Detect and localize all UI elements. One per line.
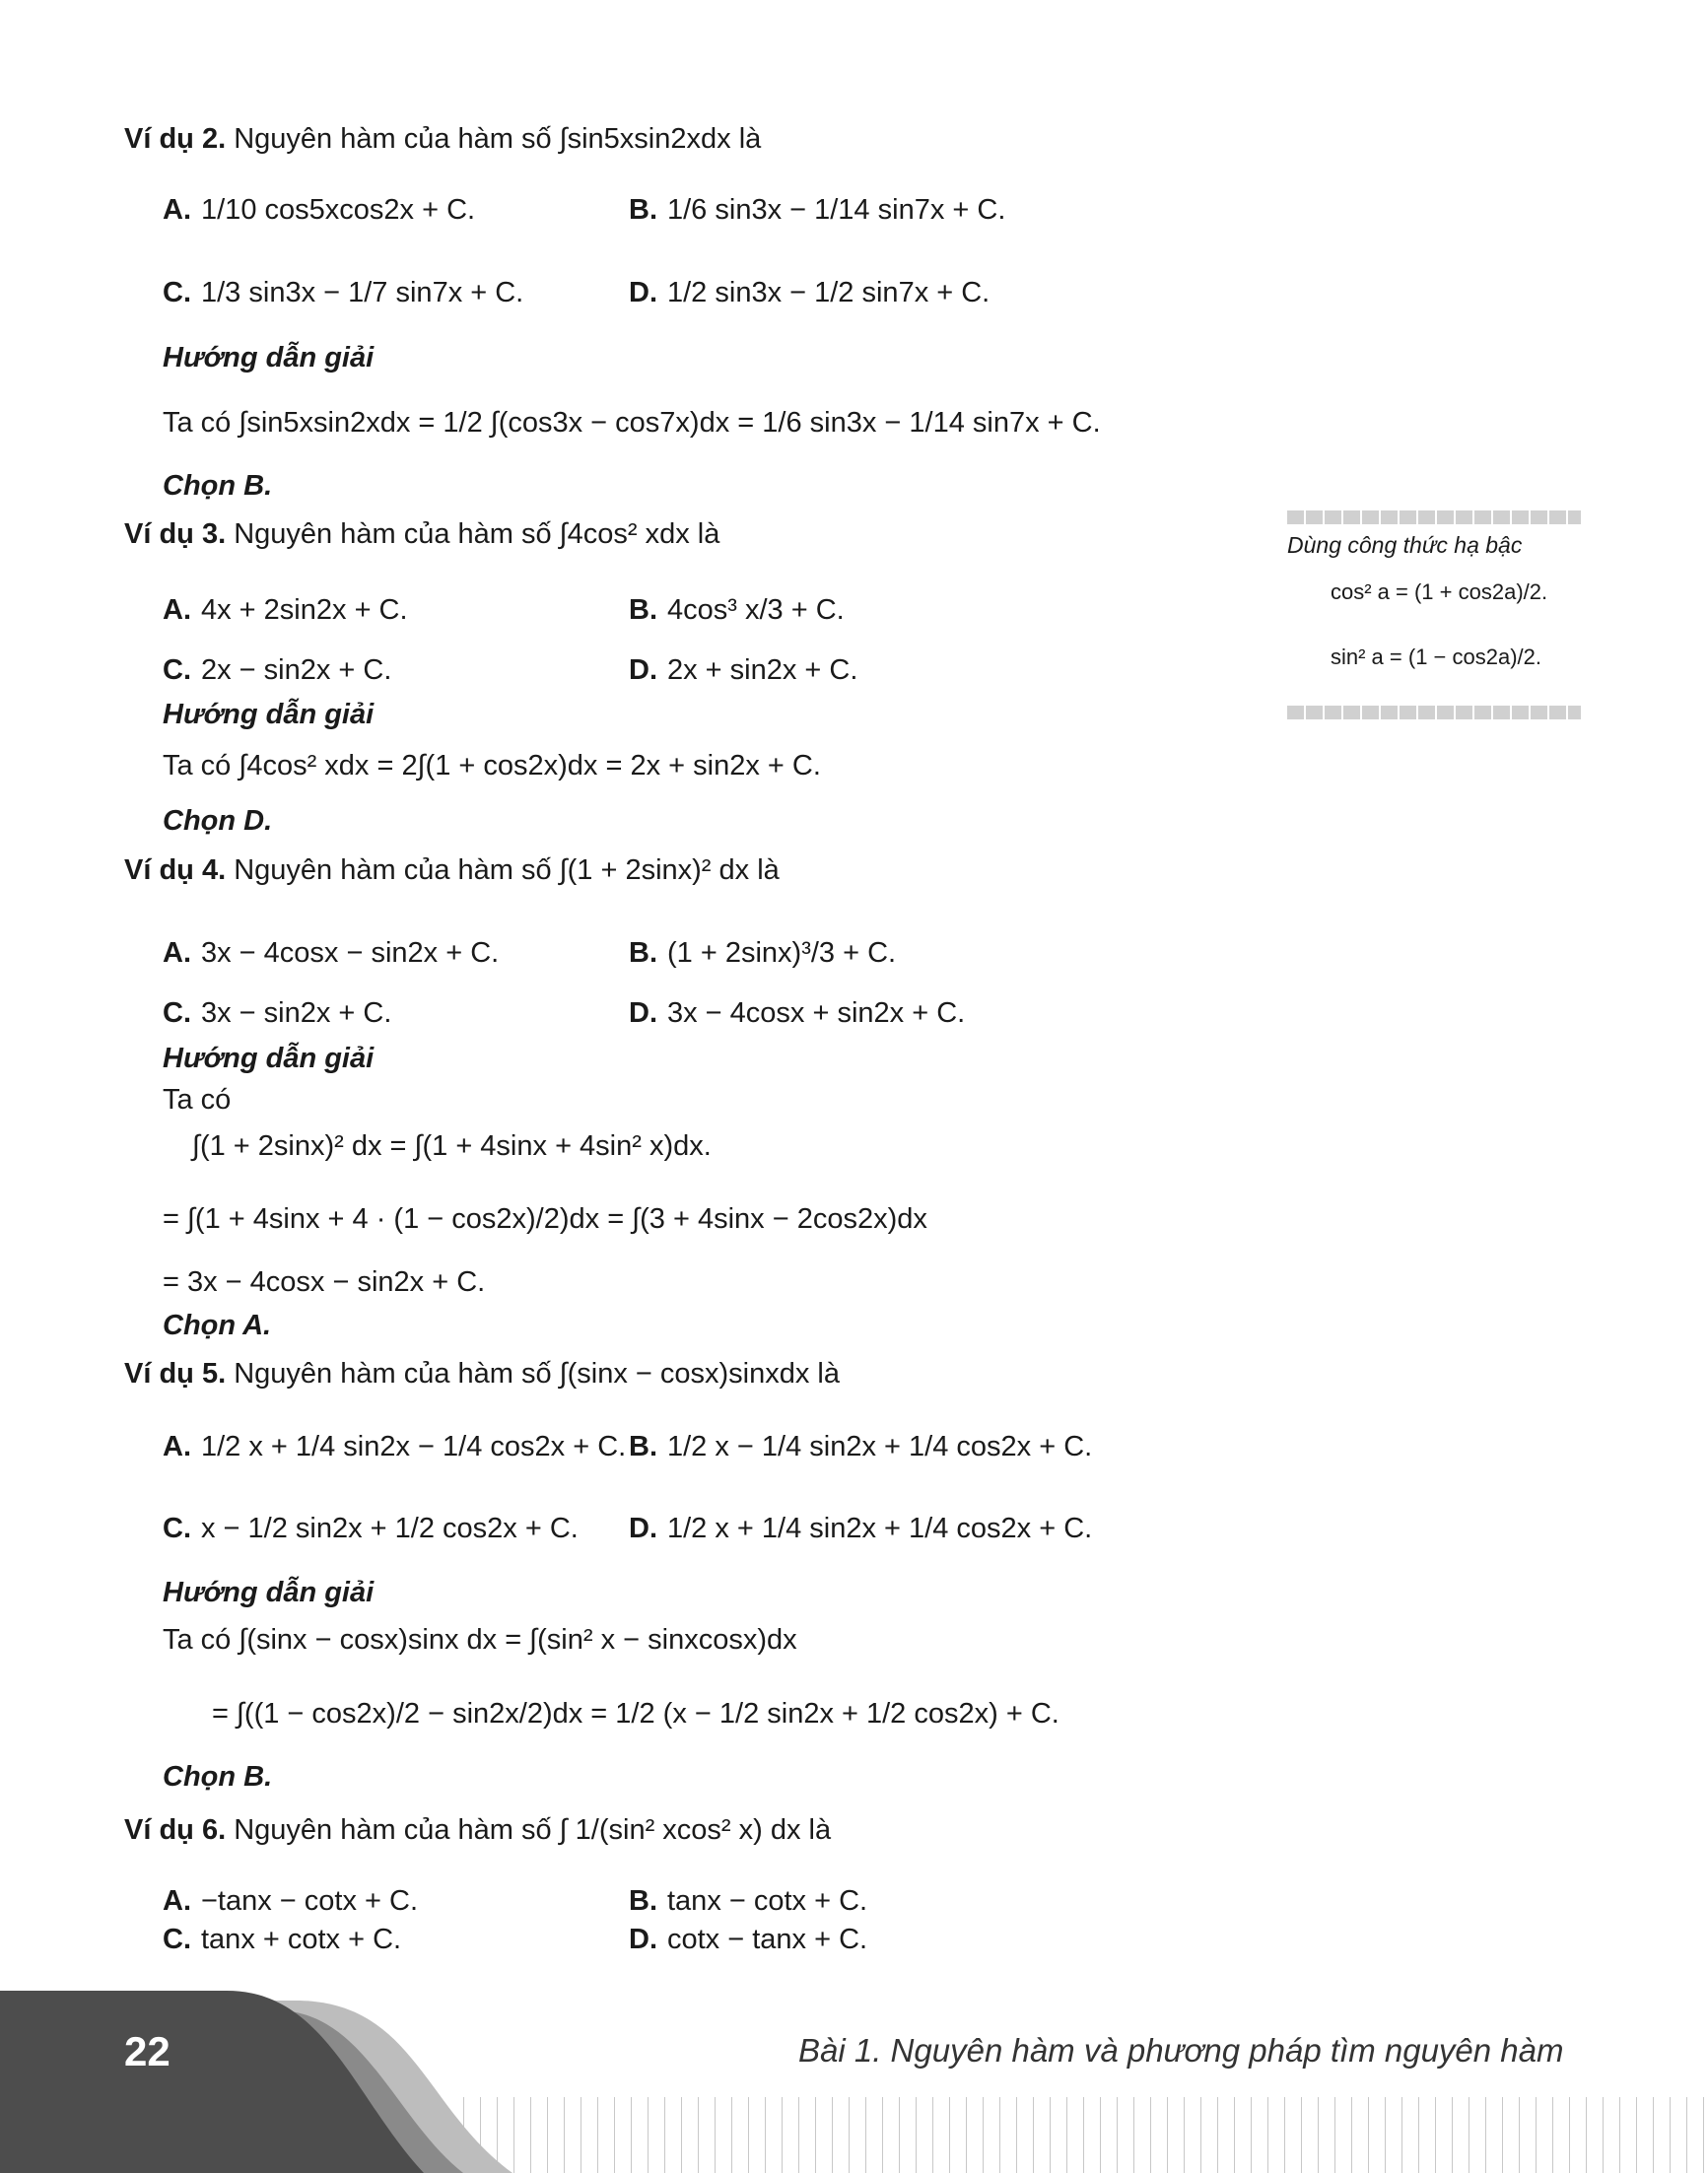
option-a: A. 3x − 4cosx − sin2x + C. — [163, 937, 500, 969]
example-label: Ví dụ 4. — [124, 854, 227, 886]
option-a: A. 4x + 2sin2x + C. — [163, 594, 408, 626]
solution-heading: Hướng dẫn giải — [163, 699, 375, 730]
example-text: Nguyên hàm của hàm số ∫(1 + 2sinx)² dx là — [234, 854, 780, 886]
option-b: B. tanx − cotx + C. — [629, 1885, 868, 1917]
footer-title: Bài 1. Nguyên hàm và phương pháp tìm nguyên hàm — [798, 2032, 1564, 2069]
answer-line: Chọn A. — [163, 1310, 272, 1341]
example-label: Ví dụ 5. — [124, 1358, 227, 1390]
example-label: Ví dụ 3. — [124, 518, 227, 550]
example-3-prompt — [124, 517, 719, 551]
solution-heading: Hướng dẫn giải — [163, 1577, 375, 1608]
option-c: C. 2x − sin2x + C. — [163, 654, 392, 686]
example-text: Nguyên hàm của hàm số ∫sin5xsin2xdx là — [234, 123, 762, 155]
option-c: C. 1/3 sin3x − 1/7 sin7x + C. — [163, 277, 524, 308]
option-b: B. 4cos³ x/3 + C. — [629, 594, 845, 626]
solution-line: Ta có ∫sin5xsin2xdx = 1/2 ∫(cos3x − cos7x)dx = 1/6 sin3x − 1/14 sin7x + C. — [163, 407, 1101, 439]
example-2-prompt — [124, 122, 761, 156]
answer-line: Chọn B. — [163, 470, 273, 502]
footer-wave-shape — [0, 1991, 1708, 2173]
solution-line: = 3x − 4cosx − sin2x + C. — [163, 1266, 486, 1298]
sidebar-title: Dùng công thức hạ bậc — [1287, 532, 1523, 558]
solution-line: Ta có — [163, 1084, 232, 1116]
solution-line: Ta có ∫(sinx − cosx)sinx dx = ∫(sin² x − sinxcosx)dx — [163, 1624, 797, 1656]
solution-heading: Hướng dẫn giải — [163, 342, 375, 373]
example-label: Ví dụ 2. — [124, 123, 227, 155]
dashed-border-bottom — [1287, 706, 1581, 719]
option-a: A. 1/10 cos5xcos2x + C. — [163, 194, 476, 226]
solution-heading: Hướng dẫn giải — [163, 1043, 375, 1074]
sidebar-formula-cos: cos² a = (1 + cos2a)/2. — [1331, 579, 1548, 604]
solution-line: = ∫(1 + 4sinx + 4 · (1 − cos2x)/2)dx = ∫(3 + 4sinx − 2cos2x)dx — [163, 1203, 927, 1235]
option-b: B. 1/6 sin3x − 1/14 sin7x + C. — [629, 194, 1006, 226]
solution-line: Ta có ∫4cos² xdx = 2∫(1 + cos2x)dx = 2x + sin2x + C. — [163, 750, 821, 781]
option-d: D. 1/2 x + 1/4 sin2x + 1/4 cos2x + C. — [629, 1513, 1093, 1544]
option-c: C. x − 1/2 sin2x + 1/2 cos2x + C. — [163, 1513, 579, 1544]
option-b: B. (1 + 2sinx)³/3 + C. — [629, 937, 897, 969]
sidebar-note — [1287, 510, 1581, 719]
example-label: Ví dụ 6. — [124, 1814, 227, 1846]
example-text: Nguyên hàm của hàm số ∫4cos² xdx là — [234, 518, 720, 550]
sidebar-formula-sin: sin² a = (1 − cos2a)/2. — [1331, 645, 1541, 669]
example-text: Nguyên hàm của hàm số ∫ 1/(sin² xcos² x) dx là — [234, 1814, 832, 1846]
option-d: D. cotx − tanx + C. — [629, 1924, 868, 1955]
page-number: 22 — [124, 2028, 171, 2074]
example-5-prompt — [124, 1357, 840, 1391]
solution-line: = ∫((1 − cos2x)/2 − sin2x/2)dx = 1/2 (x − 1/2 sin2x + 1/2 cos2x) + C. — [212, 1698, 1059, 1730]
solution-line: ∫(1 + 2sinx)² dx = ∫(1 + 4sinx + 4sin² x)dx. — [192, 1130, 712, 1162]
option-b: B. 1/2 x − 1/4 sin2x + 1/4 cos2x + C. — [629, 1431, 1093, 1462]
example-6-prompt — [124, 1813, 831, 1847]
option-a: A. 1/2 x + 1/4 sin2x − 1/4 cos2x + C. — [163, 1431, 627, 1462]
example-4-prompt — [124, 853, 780, 887]
option-a: A. −tanx − cotx + C. — [163, 1885, 419, 1917]
example-text: Nguyên hàm của hàm số ∫(sinx − cosx)sinxdx là — [234, 1358, 840, 1390]
option-d: D. 3x − 4cosx + sin2x + C. — [629, 997, 966, 1029]
answer-line: Chọn B. — [163, 1761, 273, 1793]
answer-line: Chọn D. — [163, 805, 273, 837]
option-d: D. 2x + sin2x + C. — [629, 654, 858, 686]
option-c: C. tanx + cotx + C. — [163, 1924, 402, 1955]
option-c: C. 3x − sin2x + C. — [163, 997, 392, 1029]
option-d: D. 1/2 sin3x − 1/2 sin7x + C. — [629, 277, 991, 308]
dashed-border-top — [1287, 510, 1581, 524]
